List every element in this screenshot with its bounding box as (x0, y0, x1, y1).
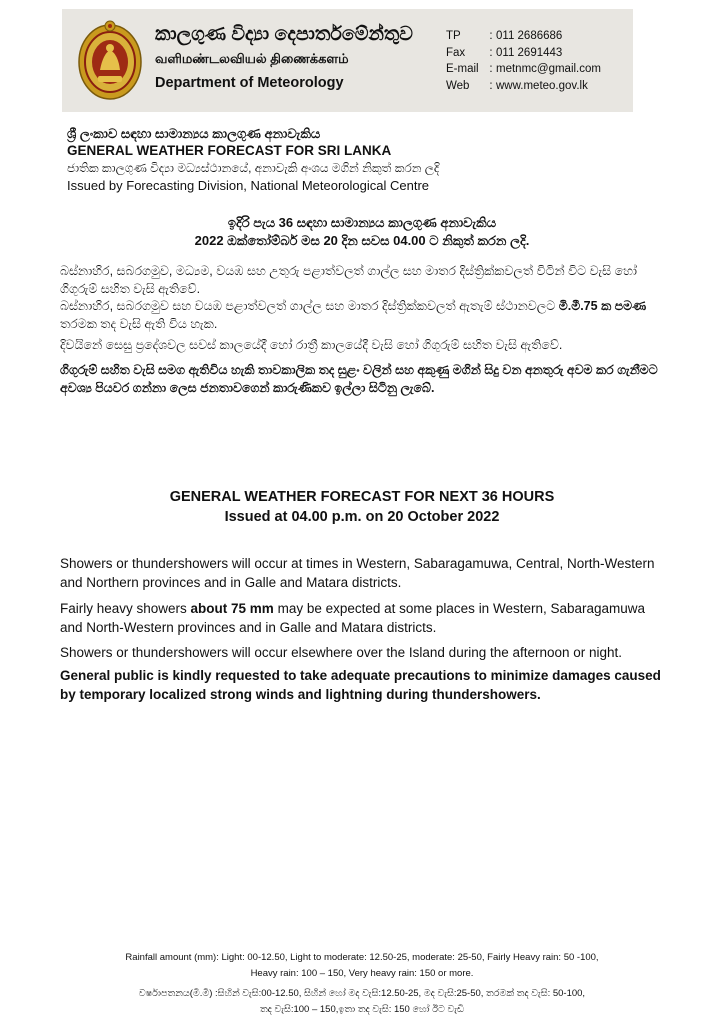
sinhala-paragraph-4: ගිගුරුම් සහිත වැසි සමග ඇතිවිය හැකි තාවකාලික තද සුළං වලින් සහ අකුණු මගින් සිදු වන අනතුරු අවම කර ගැනීමට අවශ්‍ය පියවර ගන්නා ලෙස ජනතාවගෙන් කාරුණිකව ඉල්ලා සිටිනු ලැබේ. (60, 363, 658, 395)
sinhala-p2-text: බස්නාහිර, සබරගමුව සහ වයඹ පළාත්වලත් ගාල්ල සහ මාතර දිස්ත්‍රික්කවලත් ඇතැම් ස්ථානවලට (60, 299, 559, 313)
issued-by-sinhala: ජාතික කාලගුණ විද්‍යා මධ්‍යස්ථානයේ, අනාවැකි අංශය මගින් නිකුත් කරන ලදි (67, 161, 440, 175)
contact-email: E-mail : metnmc@gmail.com (446, 61, 601, 78)
contact-value: 011 2686686 (496, 30, 563, 42)
forecast-intro (67, 126, 657, 194)
english-heading-line1: GENERAL WEATHER FORECAST FOR NEXT 36 HOURS (169, 489, 555, 505)
contact-label: Fax (446, 46, 466, 59)
letterhead (62, 9, 633, 112)
english-p2-end: may be expected at some places in Western, Sabaragamuwa and North-Western provinces and in Galle and Matara districts. (60, 601, 646, 635)
issued-by-english: Issued by Forecasting Division, National Meteorological Centre (67, 178, 430, 193)
sinhala-p2-end: තරමක තද වැසි ඇති විය හැක. (60, 316, 218, 331)
contact-label: Web (446, 79, 470, 92)
legend-english-line1: Rainfall amount (mm): Light: 00-12.50, Light to moderate: 12.50-25, moderate: 25-50, Fairly Heavy rain: 50 -100, (125, 952, 599, 963)
department-names (155, 23, 413, 93)
sinhala-heading (60, 214, 664, 250)
english-heading-line2: Issued at 04.00 p.m. on 20 October 2022 (224, 509, 500, 525)
sinhala-heading-line1: ඉදිරි පැය 36 සඳහා සාමාන්‍යය කාලගුණ අනාවැකිය (227, 215, 497, 230)
rainfall-legend-english (60, 950, 664, 982)
contact-label: TP (446, 30, 461, 42)
sinhala-p2-amount: මි.මී.75 ක පමණ (558, 299, 647, 313)
legend-sinhala-line1: වර්ෂාපතනය(මි.මී) :සිහින් වැසි:00-12.50, සිහින් හෝ මද වැසි:12.50-25, මද වැසි:25-50, තරමක් තද වැසි: 50-100, (138, 988, 586, 999)
legend-sinhala-line2: තද වැසි:100 – 150,ඉතා තද වැසි: 150 හෝ ඊට වැඩි (259, 1004, 465, 1015)
sinhala-heading-line2: 2022 ඔක්තෝම්බර් මස 20 දින සවස 04.00 ට නිකුත් කරන ලදි. (194, 233, 530, 248)
english-p2-start: Fairly heavy showers (60, 601, 191, 616)
english-heading (60, 487, 664, 527)
legend-english-line2: Heavy rain: 100 – 150, Very heavy rain: 150 or more. (250, 968, 474, 979)
contact-label: E-mail (446, 63, 479, 75)
english-paragraph-2 (60, 599, 668, 637)
english-paragraph-4: General public is kindly requested to take adequate precautions to minimize damages caused by temporary localized strong winds and lightning during thundershowers. (60, 668, 661, 702)
sinhala-paragraph-2 (60, 298, 664, 333)
contact-value: www.meteo.gov.lk (496, 79, 588, 92)
contact-fax: Fax : 011 2691443 (446, 45, 601, 62)
english-paragraph-1: Showers or thundershowers will occur at times in Western, Sabaragamuwa, Central, North-Western and Northern provinces and in Galle and Matara districts. (60, 556, 655, 590)
contact-details (446, 28, 601, 94)
sinhala-paragraph-3: දිවයිනේ සෙසු ප්‍රදේශවල සවස් කාලයේදී හෝ රාත්‍රී කාලයේදී වැසි හෝ ගිගුරුම් සහිත වැසි ඇතිවේ. (60, 338, 563, 352)
contact-web: Web : www.meteo.gov.lk (446, 78, 601, 95)
dept-name-english: Department of Meteorology (155, 75, 344, 91)
title-english: GENERAL WEATHER FORECAST FOR SRI LANKA (67, 143, 392, 158)
contact-tp: TP : 011 2686686 (446, 28, 601, 45)
sri-lanka-emblem-icon (76, 18, 144, 102)
english-p2-amount: about 75 mm (190, 601, 274, 616)
sinhala-paragraph-1: බස්නාහිර, සබරගමුව, මධ්‍යම, වයඹ සහ උතුරු පළාත්වලත් ගාල්ල සහ මාතර දිස්ත්‍රික්කවලත් විටින් විට වැසි හෝ ගිගුරුම් සහිත වැසි ඇතිවේ. (60, 264, 638, 296)
rainfall-legend-sinhala (60, 986, 664, 1018)
dept-name-tamil: வளிமண்டலவியல் திணைக்களம் (155, 51, 349, 66)
title-sinhala: ශ්‍රී ලංකාව සඳහා සාමාන්‍යය කාලගුණ අනාවැකිය (67, 126, 321, 141)
dept-name-sinhala: කාලගුණ විද්‍යා දෙපාර්තමේන්තුව (155, 24, 413, 45)
contact-value: metnmc@gmail.com (496, 63, 601, 75)
english-paragraph-3: Showers or thundershowers will occur elsewhere over the Island during the afternoon or night. (60, 645, 623, 660)
contact-value: 011 2691443 (496, 46, 563, 59)
